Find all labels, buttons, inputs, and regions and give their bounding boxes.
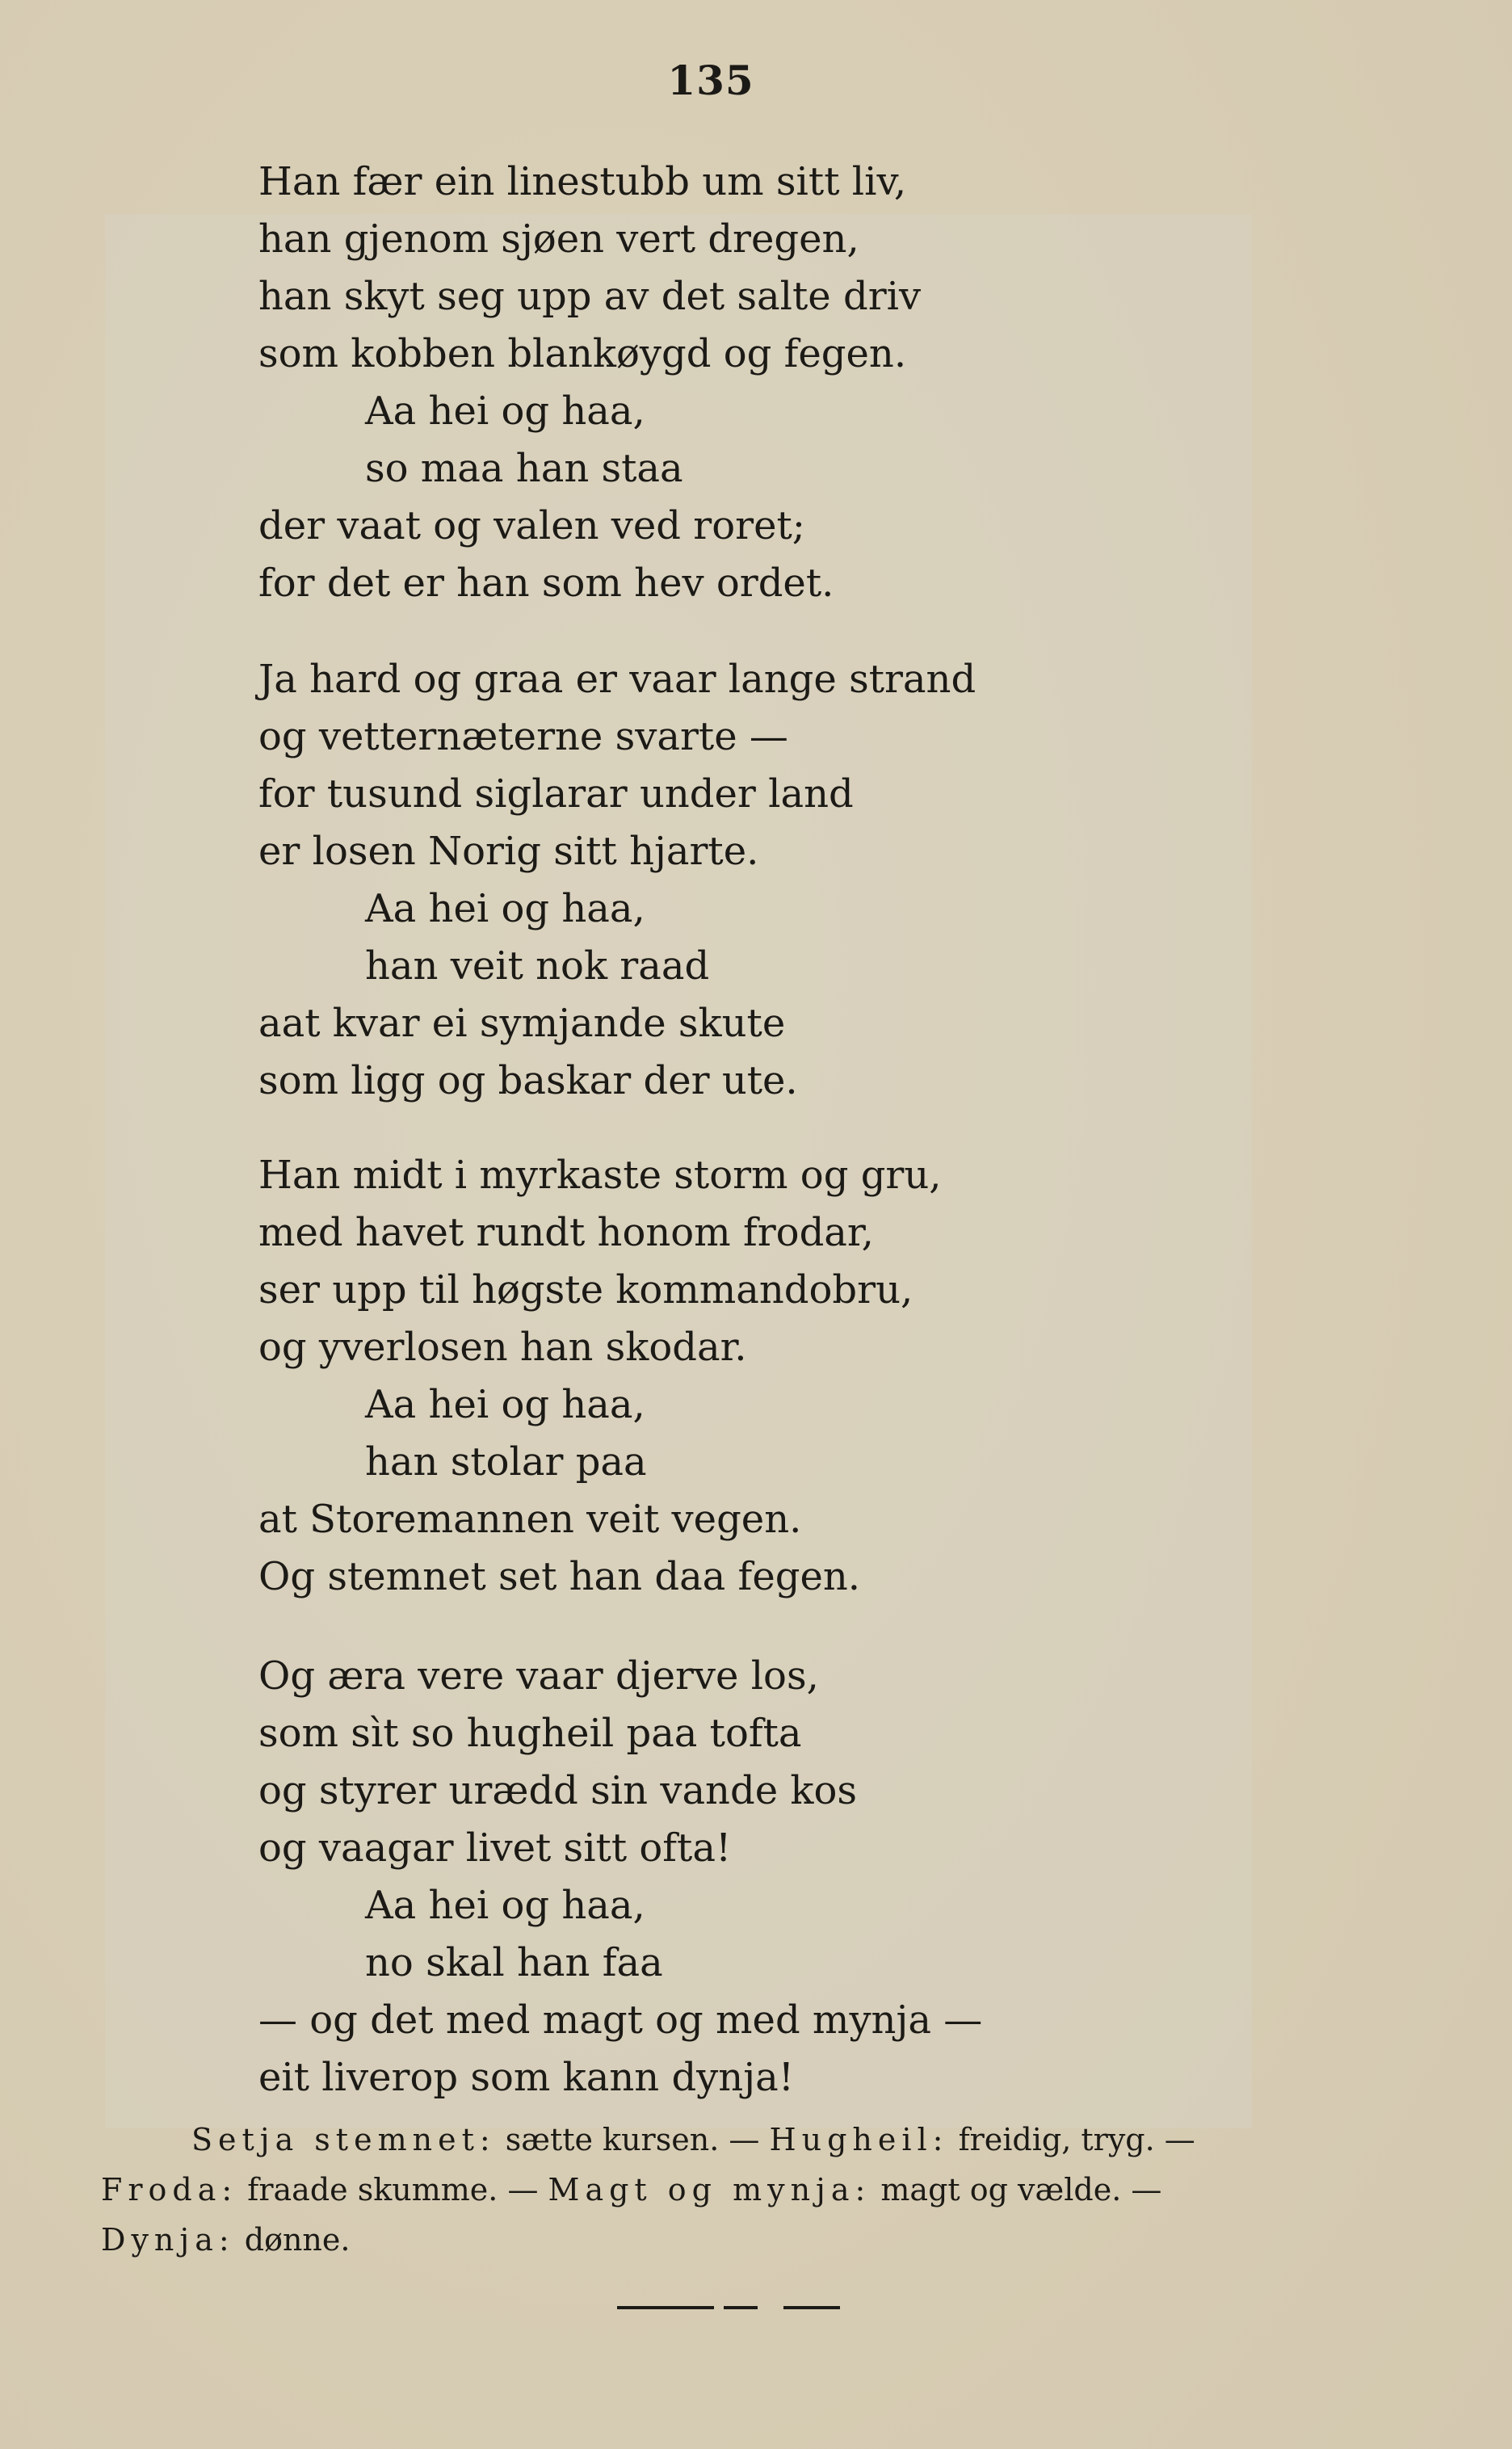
verse-line: og vaagar livet sitt ofta! <box>258 1825 732 1871</box>
verse-line: at Storemannen veit vegen. <box>258 1497 802 1542</box>
verse-line: som kobben blankøygd og fegen. <box>258 331 907 376</box>
end-rule-right <box>783 2306 840 2309</box>
verse-line: Han midt i myrkaste storm og gru, <box>258 1153 942 1198</box>
verse-line: eit liverop som kann dynja! <box>258 2055 794 2100</box>
verse-line: han skyt seg upp av det salte driv <box>258 274 922 319</box>
verse-line: — og det med magt og med mynja — <box>258 1997 983 2043</box>
page-number: 135 <box>667 57 754 104</box>
stanza-2 <box>258 651 976 1110</box>
end-rule-left <box>617 2306 714 2309</box>
verse-line: som sìt so hugheil paa tofta <box>258 1711 802 1756</box>
footnote-definition: fraade skumme. — <box>247 2172 539 2207</box>
footnote-definition: sætte kursen. — <box>505 2122 760 2157</box>
end-rule-center <box>724 2306 758 2309</box>
refrain-line: Aa hei og haa, <box>365 886 645 931</box>
verse-line: Og stemnet set han daa fegen. <box>258 1554 861 1599</box>
footnote-line <box>101 2115 1369 2165</box>
footnote-term: Setja stemnet: <box>191 2122 496 2157</box>
verse-line: Han fær ein linestubb um sitt liv, <box>258 159 907 204</box>
refrain-line: so maa han staa <box>365 446 683 491</box>
verse-line: med havet rundt honom frodar, <box>258 1210 874 1255</box>
footnote-term: Magt og mynja: <box>548 2172 872 2207</box>
footnote-definition: magt og vælde. — <box>880 2172 1162 2207</box>
stanza-1 <box>258 153 921 612</box>
footnote-term: Dynja: <box>101 2222 235 2258</box>
refrain-line: Aa hei og haa, <box>365 1382 645 1427</box>
verse-line: Og æra vere vaar djerve los, <box>258 1653 819 1699</box>
verse-line: og yverlosen han skodar. <box>258 1325 747 1370</box>
refrain-line: Aa hei og haa, <box>365 1883 645 1928</box>
verse-line: for tusund siglarar under land <box>258 771 854 817</box>
verse-line: og vetternæterne svarte — <box>258 714 788 759</box>
verse-line: Ja hard og graa er vaar lange strand <box>258 657 976 702</box>
verse-line: ser upp til høgste kommandobru, <box>258 1267 914 1313</box>
footnote-term: Froda: <box>101 2172 238 2207</box>
verse-line: der vaat og valen ved roret; <box>258 503 805 548</box>
verse-line: og styrer urædd sin vande kos <box>258 1768 857 1813</box>
footnote-definition: freidig, tryg. — <box>958 2122 1195 2157</box>
refrain-line: han stolar paa <box>365 1439 647 1485</box>
footnote-line <box>101 2165 1369 2215</box>
stanza-3 <box>258 1147 942 1606</box>
verse-line: er losen Norig sitt hjarte. <box>258 829 759 874</box>
refrain-line: no skal han faa <box>365 1940 663 1985</box>
footnote-line <box>101 2215 1369 2265</box>
verse-line: for det er han som hev ordet. <box>258 561 834 606</box>
verse-line: aat kvar ei symjande skute <box>258 1001 786 1046</box>
footnote-term: Hugheil: <box>769 2122 949 2157</box>
refrain-line: Aa hei og haa, <box>365 389 645 434</box>
verse-line: han gjenom sjøen vert dregen, <box>258 216 859 262</box>
verse-line: som ligg og baskar der ute. <box>258 1058 798 1103</box>
footnotes <box>101 2115 1369 2265</box>
stanza-4 <box>258 1648 982 2107</box>
footnote-definition: dønne. <box>244 2222 351 2258</box>
refrain-line: han veit nok raad <box>365 943 710 989</box>
